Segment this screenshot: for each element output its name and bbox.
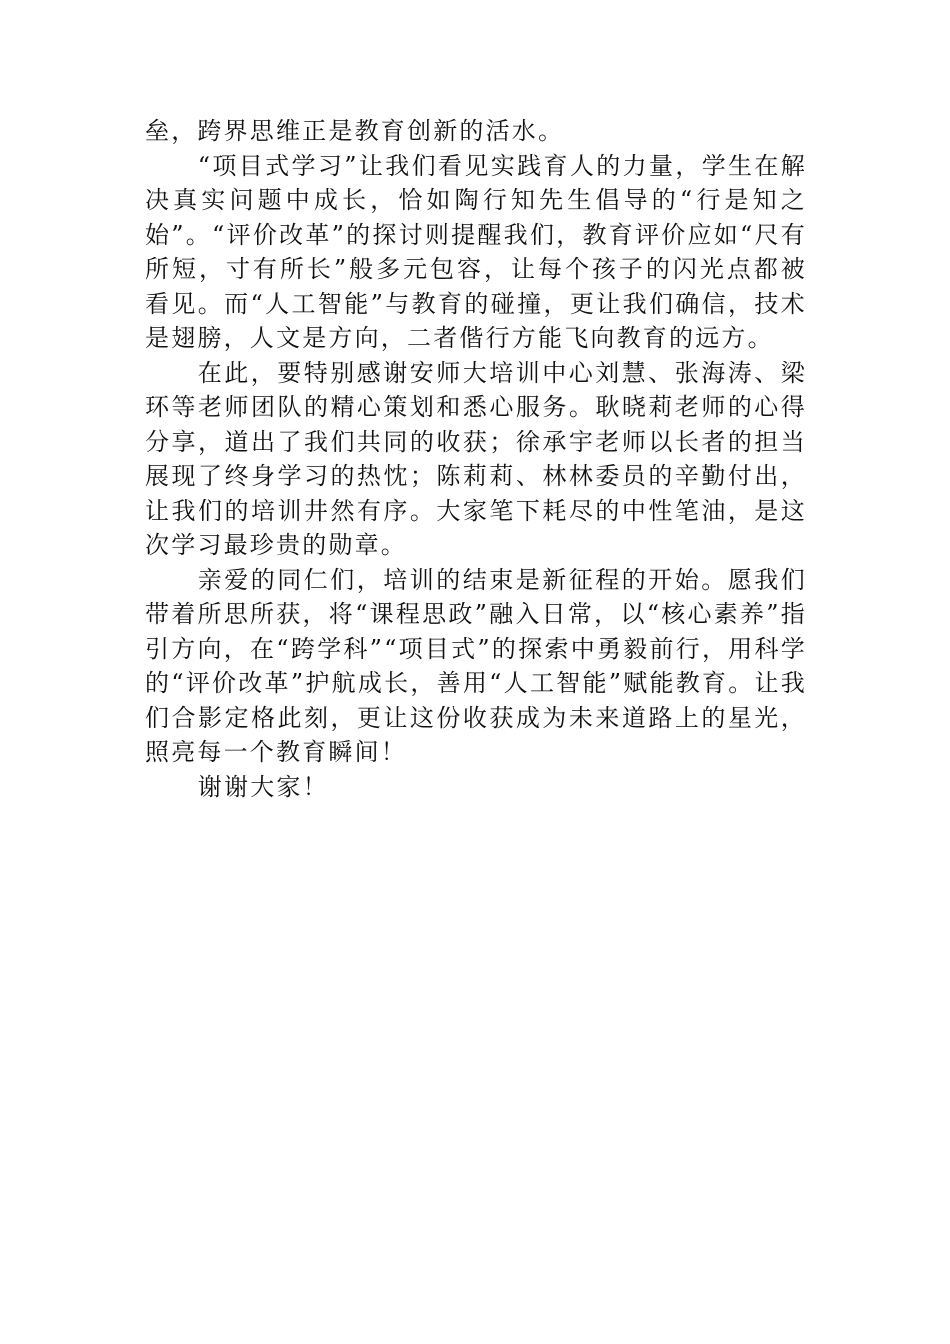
paragraph-continuation: 垒，跨界思维正是教育创新的活水。 [145, 117, 565, 145]
document-body [145, 114, 807, 804]
paragraph-acknowledgements: 在此，要特别感谢安师大培训中心刘慧、张海涛、梁环等老师团队的精心策划和悉心服务。耿晓莉老师的心得分享，道出了我们共同的收获；徐承宇老师以长者的担当展现了终身学习的热忱；陈莉莉、林林委员的辛勤付出，让我们的培训井然有序。大家笔下耗尽的中性笔油，是这次学习最珍贵的勋章。 [145, 358, 807, 559]
paragraph-closing-wishes: 亲爱的同仁们，培训的结束是新征程的开始。愿我们带着所思所获，将“课程思政”融入日常，以“核心素养”指引方向，在“跨学科”“项目式”的探索中勇毅前行，用科学的“评价改革”护航成长，善用“人工智能”赋能教育。让我们合影定格此刻，更让这份收获成为未来道路上的星光，照亮每一个教育瞬间！ [145, 565, 807, 766]
paragraph-thanks: 谢谢大家！ [197, 772, 329, 801]
paragraph-project-learning: “项目式学习”让我们看见实践育人的力量，学生在解决真实问题中成长，恰如陶行知先生倡导的“行是知之始”。“评价改革”的探讨则提醒我们，教育评价应如“尺有所短，寸有所长”般多元包容，让每个孩子的闪光点都被看见。而“人工智能”与教育的碰撞，更让我们确信，技术是翅膀，人文是方向，二者偕行方能飞向教育的远方。 [145, 151, 807, 352]
